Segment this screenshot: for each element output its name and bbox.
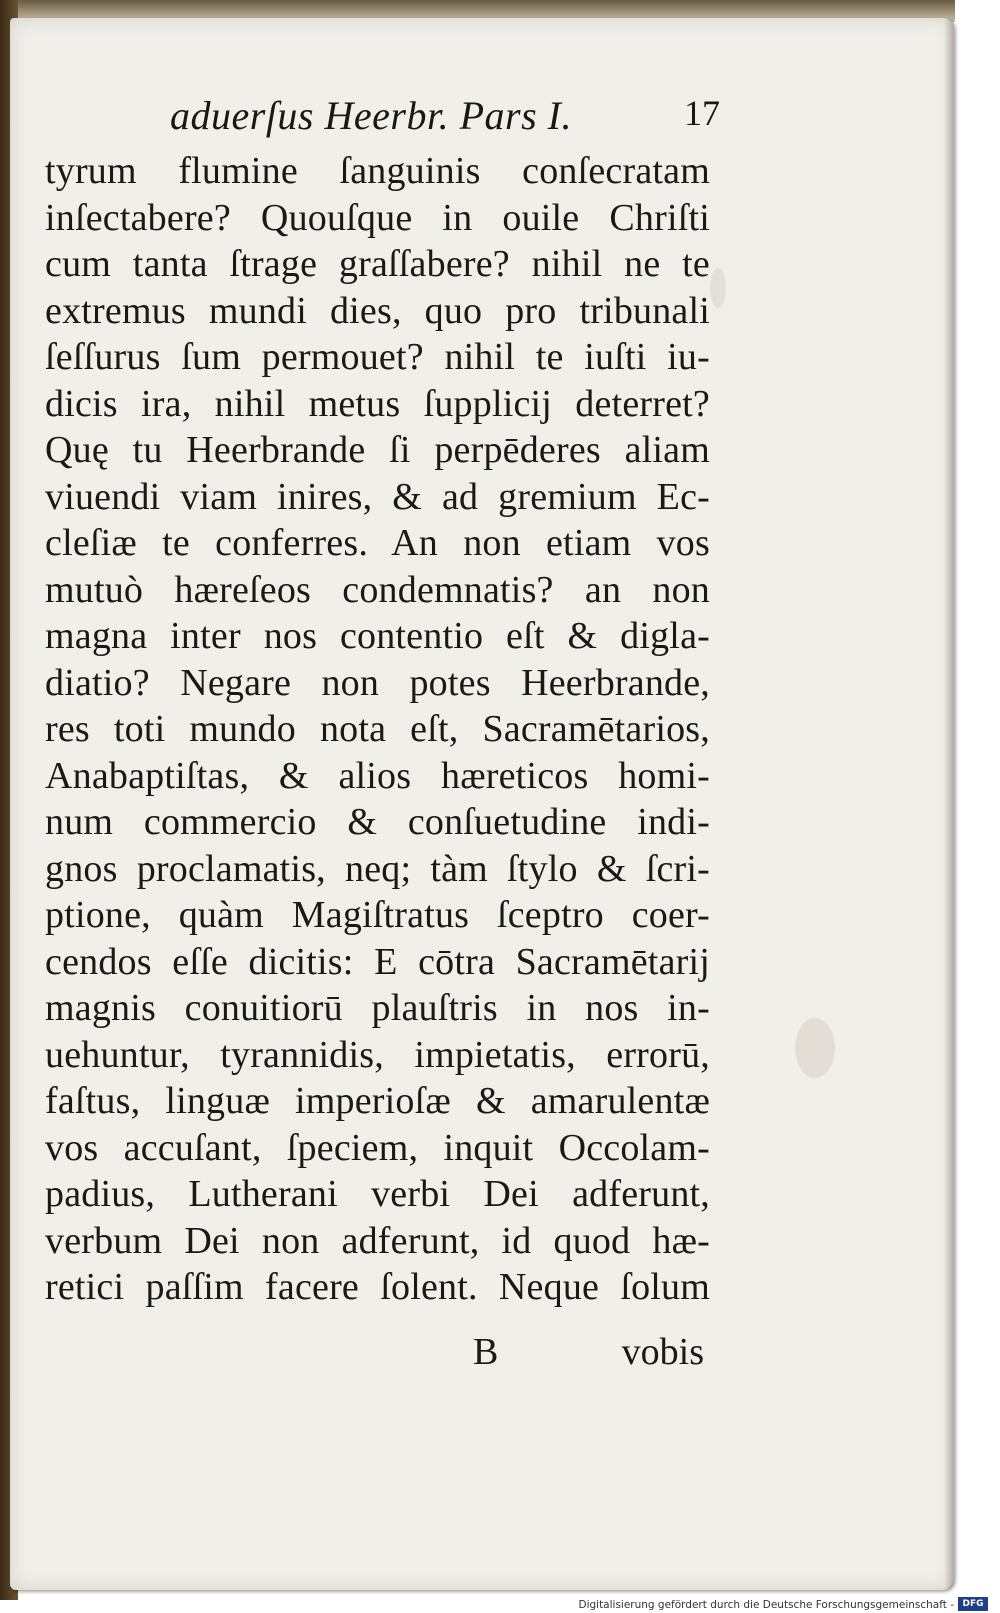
text-line: dicis ira, nihil metus ſupplicij deterret? [45,382,710,425]
running-head [160,92,720,142]
text-line: mutuò hæreſeos condemnatis? an non [45,568,710,611]
paper-stain [795,1018,835,1078]
text-line: uehuntur, tyrannidis, impietatis, errorū, [45,1033,710,1076]
text-line: retici paſſim facere ſolent. Neque ſolum [45,1266,710,1308]
text-line: cendos eſſe dicitis: E cōtra Sacramētarij [45,940,710,983]
text-line: cleſiæ te conferres. An non etiam vos [45,522,710,564]
text-line: verbum Dei non adferunt, id quod hæ- [45,1219,710,1262]
text-line: num commercio & conſuetudine indi- [45,801,710,843]
text-line: Anabaptiſtas, & alios hæreticos homi- [45,754,710,797]
body-text [45,148,710,1311]
text-line: gnos proclamatis, neq; tàm ſtylo & ſcri- [45,847,710,890]
text-line: ſeſſurus ſum permouet? nihil te iuſti iu- [45,336,710,378]
text-line: magna inter nos contentio eſt & digla- [45,615,710,657]
text-line: magnis conuitiorū plauſtris in nos in- [45,987,710,1029]
text-line: vos accuſant, ſpeciem, inquit Occolam- [45,1126,710,1169]
text-line: tyrum flumine ſanguinis conſecratam [45,150,710,192]
running-title: aduerſus Heerbr. Pars I. [170,93,572,138]
paper-stain [710,268,726,308]
text-line: inſectabere? Quouſque in ouile Chriſti [45,196,710,239]
text-line: padius, Lutherani verbi Dei adferunt, [45,1173,710,1215]
text-line: Quę tu Heerbrande ſi perpēderes aliam [45,429,710,471]
digitization-credit: Digitalisierung gefördert durch die Deutsche Forschungsgemeinschaft - [578,1599,954,1611]
page-number: 17 [684,93,720,133]
page-edge-shadow [944,18,954,1590]
catchword: vobis [621,1331,704,1373]
signature-mark: B [473,1331,499,1373]
text-line: faſtus, linguæ imperioſæ & amarulentæ [45,1080,710,1122]
text-line: viuendi viam inires, & ad gremium Ec- [45,475,710,518]
text-line: res toti mundo nota eſt, Sacramētarios, [45,708,710,750]
text-line: ptione, quàm Magiſtratus ſceptro coer- [45,894,710,936]
dfg-logo: DFG [958,1597,988,1611]
text-line: diatio? Negare non potes Heerbrande, [45,661,710,704]
text-line: extremus mundi dies, quo pro tribunali [45,289,710,332]
text-line: cum tanta ſtrage graſſabere? nihil ne te [45,243,710,285]
